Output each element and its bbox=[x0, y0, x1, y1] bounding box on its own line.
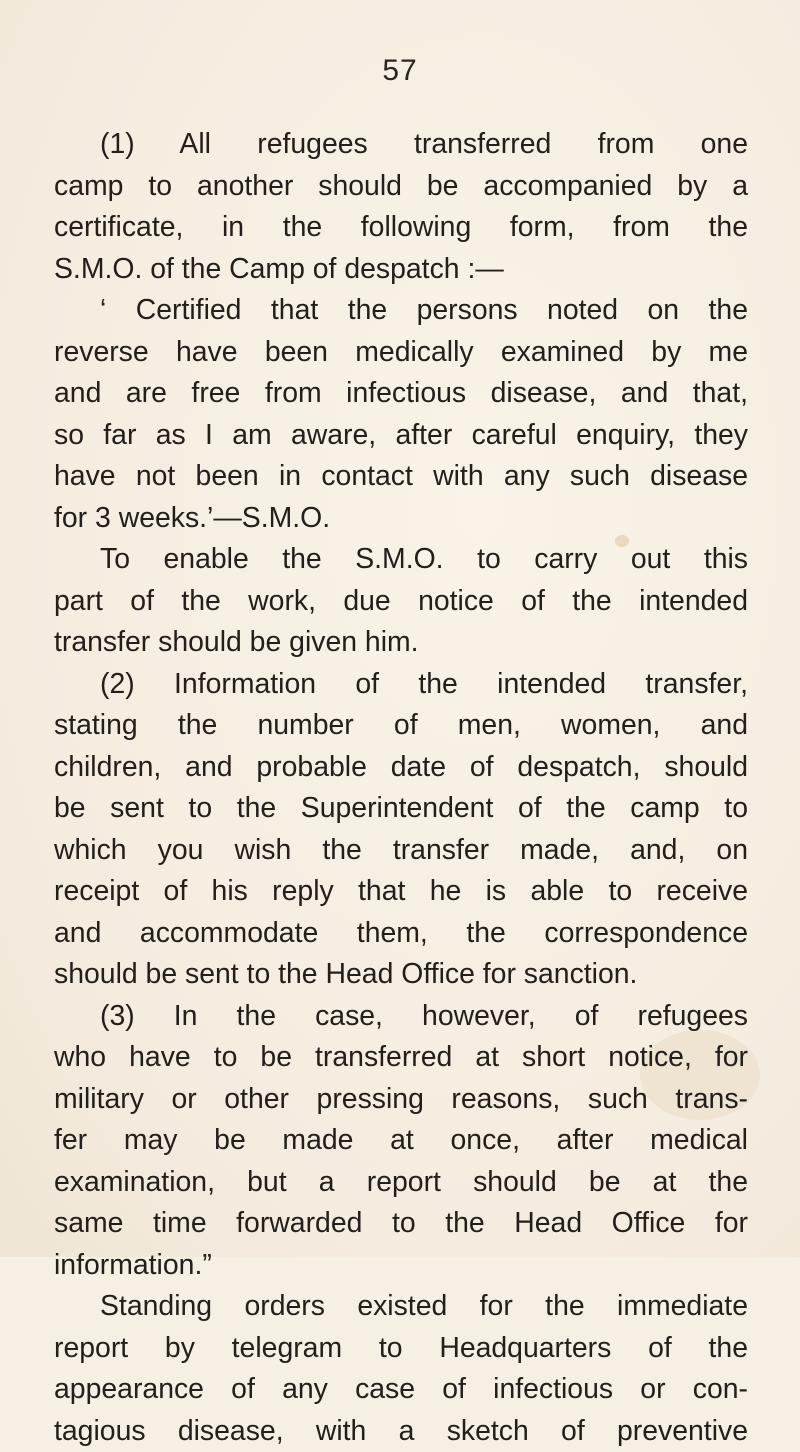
text-line: ‘ Certified that the persons noted on the bbox=[54, 290, 748, 332]
text-line: camp to another should be accompanied by a bbox=[54, 166, 748, 208]
text-line: receipt of his reply that he is able to receive bbox=[54, 871, 748, 913]
page-number: 57 bbox=[0, 54, 800, 88]
text-line: which you wish the transfer made, and, on bbox=[54, 830, 748, 872]
text-line: To enable the S.M.O. to carry out this bbox=[54, 539, 748, 581]
text-line: examination, but a report should be at the bbox=[54, 1162, 748, 1204]
text-line: transfer should be given him. bbox=[54, 622, 748, 664]
text-line: have not been in contact with any such disease bbox=[54, 456, 748, 498]
text-line: Standing orders existed for the immediate bbox=[54, 1286, 748, 1328]
text-line: (1) All refugees transferred from one bbox=[54, 124, 748, 166]
text-line: stating the number of men, women, and bbox=[54, 705, 748, 747]
text-line: report by telegram to Headquarters of the bbox=[54, 1328, 748, 1370]
text-line: children, and probable date of despatch, should bbox=[54, 747, 748, 789]
text-line: so far as I am aware, after careful enquiry, they bbox=[54, 415, 748, 457]
text-line: (3) In the case, however, of refugees bbox=[54, 996, 748, 1038]
text-line: same time forwarded to the Head Office for bbox=[54, 1203, 748, 1245]
text-line: certificate, in the following form, from the bbox=[54, 207, 748, 249]
text-line: be sent to the Superintendent of the camp to bbox=[54, 788, 748, 830]
text-line: should be sent to the Head Office for sanction. bbox=[54, 954, 748, 996]
text-line: appearance of any case of infectious or con- bbox=[54, 1369, 748, 1411]
text-line: fer may be made at once, after medical bbox=[54, 1120, 748, 1162]
text-line: military or other pressing reasons, such trans- bbox=[54, 1079, 748, 1121]
text-line: for 3 weeks.’—S.M.O. bbox=[54, 498, 748, 540]
text-line: and are free from infectious disease, and that, bbox=[54, 373, 748, 415]
text-line: and accommodate them, the correspondence bbox=[54, 913, 748, 955]
text-line: tagious disease, with a sketch of preventive bbox=[54, 1411, 748, 1452]
text-line: S.M.O. of the Camp of despatch :— bbox=[54, 249, 748, 291]
text-line: (2) Information of the intended transfer, bbox=[54, 664, 748, 706]
text-line: information.” bbox=[54, 1245, 748, 1287]
text-line: reverse have been medically examined by me bbox=[54, 332, 748, 374]
text-line: part of the work, due notice of the intended bbox=[54, 581, 748, 623]
text-line: who have to be transferred at short notice, for bbox=[54, 1037, 748, 1079]
body-text bbox=[54, 124, 748, 1452]
